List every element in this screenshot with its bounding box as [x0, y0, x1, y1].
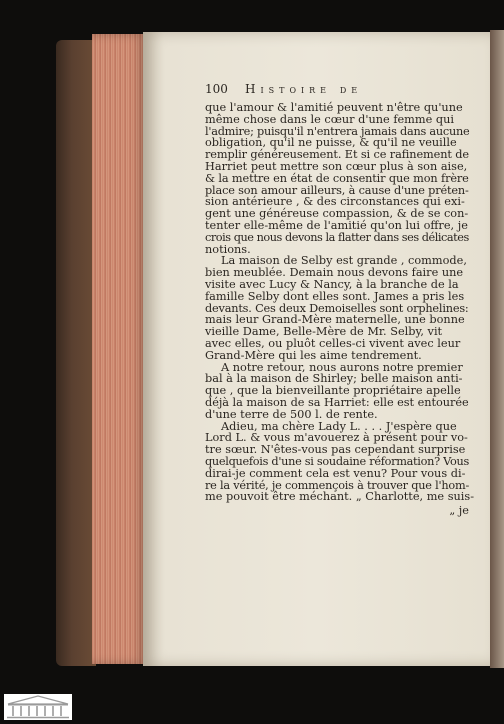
text-line: re la vérité, je commençois à trouver que l'hom-	[205, 478, 470, 492]
text-line: La maison de Selby est grande , commode,	[221, 254, 467, 268]
text-line: me pouvoit être méchant. „ Charlotte, me suis-	[205, 490, 475, 504]
text-line: Grand-Mère qui les aime tendrement.	[205, 348, 422, 362]
text-line: remplir généreusement. Et si ce rafinement de	[205, 148, 469, 162]
facing-page-edge	[490, 30, 504, 668]
paragraph	[205, 419, 475, 504]
catchword: „ je	[449, 504, 469, 518]
text-line: dirai-je comment cela est venu? Pour vous di-	[205, 466, 466, 480]
page-number: 100	[205, 82, 228, 96]
text-line: gent une généreuse compassion, & de se con-	[205, 207, 469, 221]
text-line: mais leur Grand-Mère maternelle, une bonne	[205, 313, 465, 327]
text-line: tre sœur. N'êtes-vous pas cependant surprise	[205, 443, 466, 457]
page-header	[205, 82, 469, 102]
paragraph	[205, 255, 469, 361]
text-line: A notre retour, nous aurons notre premier	[221, 360, 463, 374]
book-cover	[56, 40, 96, 666]
paragraph	[205, 102, 469, 255]
text-line: sion antérieure , & des circonstances qui exi-	[205, 195, 465, 209]
text-line: déjà la maison de sa Harriet: elle est entourée	[205, 395, 469, 409]
text-line: d'une terre de 500 l. de rente.	[205, 407, 378, 421]
text-line: que , que la bienveillante propriétaire apelle	[205, 384, 461, 398]
running-title: Histoire de	[245, 82, 363, 96]
page-text	[205, 82, 475, 518]
text-line: famille Selby dont elles sont. James a pris les	[205, 289, 465, 303]
text-line: crois que nous devons la flatter dans ses délicates	[205, 230, 469, 244]
text-line: bien meublée. Demain nous devons faire une	[205, 266, 464, 280]
text-line: que l'amour & l'amitié peuvent n'être qu'une	[205, 101, 463, 114]
text-line: notions.	[205, 242, 251, 256]
library-building-icon	[4, 694, 72, 720]
text-line: & la mettre en état de consentir que mon frère	[205, 171, 469, 185]
text-line: devants. Ces deux Demoiselles sont orphelines:	[205, 301, 469, 315]
text-line: Lord L. & vous m'avouerez à présent pour vo-	[205, 431, 468, 445]
paragraph	[205, 362, 469, 421]
text-line: obligation, qu'il ne puisse, & qu'il ne veuille	[205, 136, 457, 150]
text-line: Harriet peut mettre son cœur plus à son aise,	[205, 159, 468, 173]
text-line: vieille Dame, Belle-Mère de Mr. Selby, vit	[205, 325, 443, 339]
page-edges	[92, 34, 146, 664]
paragraphs	[205, 101, 475, 504]
text-line: visite avec Lucy & Nancy, à la branche de la	[205, 277, 459, 291]
text-line: l'admire; puisqu'il n'entrera jamais dans aucune	[205, 124, 470, 138]
text-line: tenter elle-même de l'amitié qu'on lui offre, je	[205, 218, 468, 232]
text-line: même chose dans le cœur d'une femme qui	[205, 112, 455, 126]
text-line: quelquefois d'une si soudaine réformation? Vous	[205, 454, 469, 468]
text-line: place son amour ailleurs, à cause d'une préten-	[205, 183, 469, 197]
text-line: avec elles, ou pluôt celles-ci vivent avec leur	[205, 336, 461, 350]
text-line: Adieu, ma chère Lady L. . . . J'espère que	[221, 419, 457, 433]
text-line: bal à la maison de Shirley; belle maison anti-	[205, 372, 463, 386]
